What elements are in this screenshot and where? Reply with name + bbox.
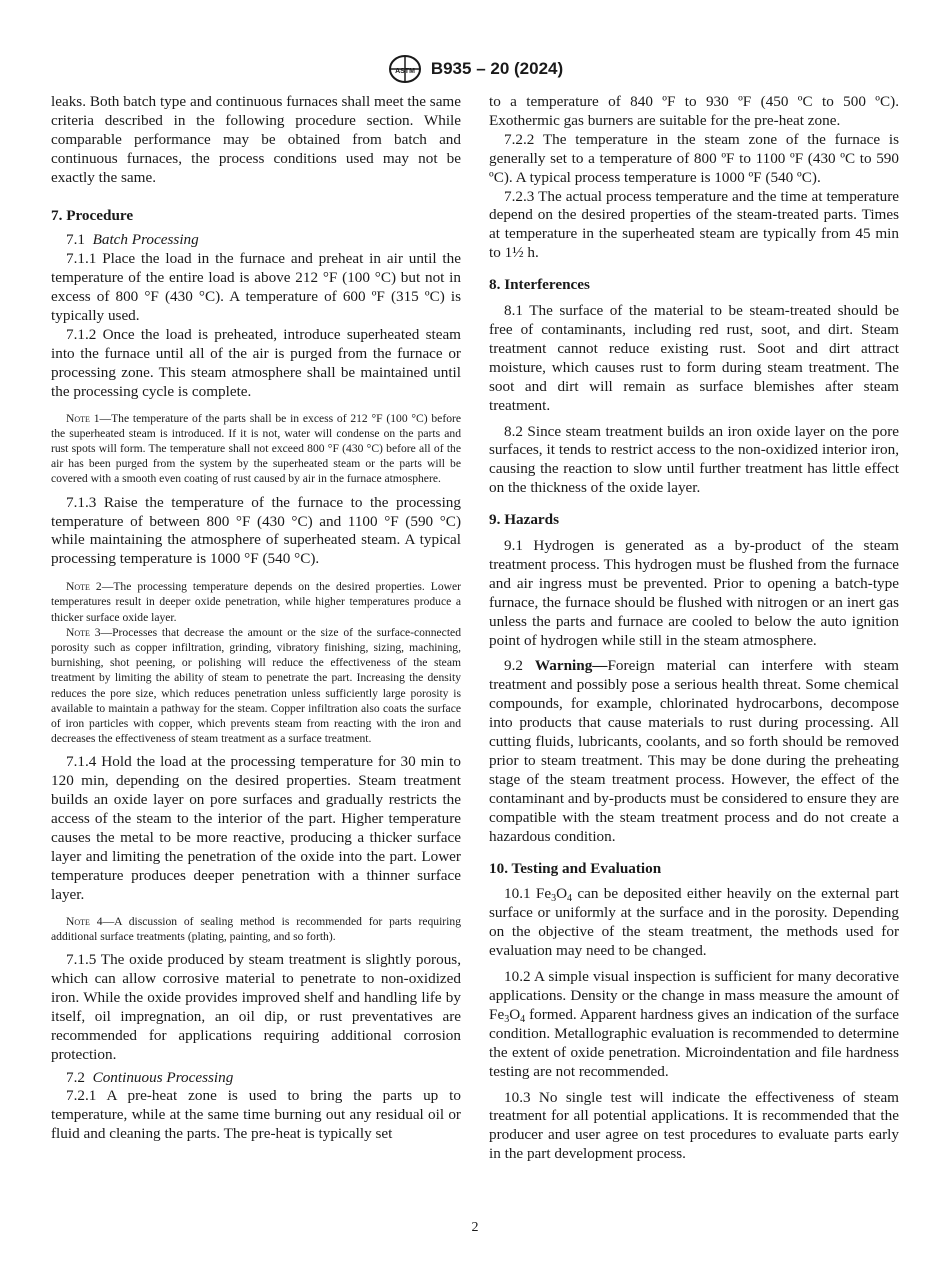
subsection-7-1: 7.1 Batch Processing xyxy=(66,231,199,249)
left-column xyxy=(51,93,461,1144)
section-heading-interferences: 8. Interferences xyxy=(489,276,590,294)
paragraph-9-2: 9.2 Warning—Foreign material can interfere with steam treatment and possibly pose a serious health threat. Some chemical compounds, for example, chlorinated hydrocarbons, decompose into products that cause materials to rust during processing. All cutting fluids, lubricants, coolants, and so forth should be removed prior to steam treatment. This may be done during the preheating stage of the steam treatment process. However, the effect of the contaminant and by-products must be considered to ensure they are compatible with the steam treatment process and do not create a hazardous condition. xyxy=(489,657,899,845)
page-number: 2 xyxy=(471,1220,479,1235)
paragraph-9-1: 9.1 Hydrogen is generated as a by-product of the steam treatment process. This hydrogen must be flushed from the furnace and air ingress must be prevented. Prior to opening a batch-type furnace, the furnace should be flushed with nitrogen or an inert gas unless the parts and furnace are cooled to below the auto ignition point of hydrogen while still in the steam atmosphere. xyxy=(489,537,899,649)
note-4: Note 4—A discussion of sealing method is recommended for parts requiring additional surface treatments (plating, painting, and so forth). xyxy=(51,914,461,943)
subsection-7-2: 7.2 Continuous Processing xyxy=(66,1068,234,1086)
paragraph-leaks: leaks. Both batch type and continuous furnaces shall meet the same criteria described in the following procedure section. While comparable performance may be obtained from batch and continuous furnaces, the process conditions used may not be exactly the same. xyxy=(51,93,461,186)
paragraph-7-1-5: 7.1.5 The oxide produced by steam treatment is slightly porous, which can allow corrosive material to penetrate to non-oxidized iron. While the oxide provides improved shelf and handling life by itself, oil impregnation, an oil dip, or rust preventatives are recommended for applications requiring additional corrosion protection. xyxy=(51,951,461,1063)
paragraph-8-2: 8.2 Since steam treatment builds an iron oxide layer on the pore surfaces, it tends to restrict access to the non-oxidized interior iron, causing the reaction to slow until further treatment has little effect on the thickness of the oxide layer. xyxy=(489,422,899,497)
paragraph-7-1-2: 7.1.2 Once the load is preheated, introduce superheated steam into the furnace until all of the air is purged from the furnace or processing zone. This steam atmosphere shall be maintained until the processing cycle is complete. xyxy=(51,325,461,400)
right-column xyxy=(489,93,899,1164)
paragraph-7-2-1-continued: to a temperature of 840 ºF to 930 ºF (450 ºC to 500 ºC). Exothermic gas burners are suitable for the pre-heat zone. xyxy=(489,93,899,129)
paragraph-10-1: 10.1 $Fe_3O_4$ can be deposited either heavily on the external part surface or uniformly at the surface and in the porosity. Depending on the objective of the steam treatment, the methods used for evaluation may need to be changed. xyxy=(489,885,899,960)
paragraph-7-2-1: 7.2.1 A pre-heat zone is used to bring the parts up to temperature, while at the same time burning out any residual oil or fluid and cleaning the parts. The pre-heat is typically set xyxy=(51,1087,461,1143)
paragraph-8-1: 8.1 The surface of the material to be steam-treated should be free of contaminants, including red rust, soot, and dirt. Steam treatment cannot reduce existing rust. Soot and dirt attract moisture, which causes rust to form during steam treatment. The soot and dirt will remain as surface blemishes after steam treatment. xyxy=(489,302,899,414)
note-3: Note 3—Processes that decrease the amount or the size of the surface-connected porosity such as copper infiltration, grinding, vibratory finishing, sizing, machining, burnishing, shot peening, or polishing will reduce the effectiveness of the steam treatment by limiting the ability of steam to penetrate the part. Increasing the density reduces the pore size, which reduces penetration unless sufficiently large porosity is available to maintain a pathway for the steam. Copper infiltration also coats the surface of iron particles with copper, which prevents steam from reacting with the iron and decreases the effectiveness of steam treatment as a surface treatment. xyxy=(51,625,461,746)
paragraph-10-3: 10.3 No single test will indicate the effectiveness of steam treatment for all potential applications. It is recommended that the producer and user agree on test procedures to evaluate parts early in the part development process. xyxy=(489,1088,899,1163)
note-1: Note 1—The temperature of the parts shall be in excess of 212 °F (100 °C) before the superheated steam is introduced. If it is not, water will condense on the parts and rust spots will form. The temperature shall not exceed 800 °F (430 °C) before all of the air has been purged from the system by the superheated steam or the parts will be covered with a smooth even coating of rust caused by air in the furnace atmosphere. xyxy=(51,411,461,486)
paragraph-7-2-3: 7.2.3 The actual process temperature and the time at temperature depend on the desired properties of the steam-treated parts. Times at temperature in the superheated steam are typically from 45 min to 1½ h. xyxy=(489,187,899,262)
paragraph-7-2-2: 7.2.2 The temperature in the steam zone of the furnace is generally set to a temperature of 800 ºF to 1100 ºF (430 ºC to 590 ºC). A typical process temperature is 1000 ºF (540 ºC). xyxy=(489,130,899,186)
section-heading-hazards: 9. Hazards xyxy=(489,511,560,529)
paragraph-7-1-4: 7.1.4 Hold the load at the processing temperature for 30 min to 120 min, depending on the desired properties. Steam treatment builds an oxide layer on pore surfaces and gradually restricts the access of the steam to the interior of the part. Higher temperature causes the metal to be more reactive, producing a thicker surface layer and limiting the penetration of the oxide into the part. Lower temperature produces deeper penetration with a thinner surface layer. xyxy=(51,753,461,903)
logo-text: ASTM xyxy=(394,68,415,75)
document-designation: B935 – 20 (2024) xyxy=(430,59,564,78)
astm-logo-icon xyxy=(387,54,423,84)
page-header xyxy=(0,54,950,84)
section-heading-procedure: 7. Procedure xyxy=(51,206,134,224)
paragraph-7-1-3: 7.1.3 Raise the temperature of the furnace to the processing temperature of between 800 °F (430 °C) and 1100 °F (590 °C) while maintaining the atmosphere of superheated steam. A typical processing temperature is 1000 °F (540 °C). xyxy=(51,493,461,568)
paragraph-7-1-1: 7.1.1 Place the load in the furnace and preheat in air until the temperature of the entire load is above 212 °F (100 °C) but not in excess of 800 °F (430 °C). A temperature of 600 ºF (315 ºC) is typically used. xyxy=(51,250,461,325)
section-heading-testing: 10. Testing and Evaluation xyxy=(489,859,662,877)
paragraph-10-2: 10.2 A simple visual inspection is sufficient for many decorative applications. Density or the change in mass measure the amount of $Fe_3O_4$ formed. Apparent hardness gives an indication of the surface condition. Metallographic evaluation is recommended to determine the extent of oxide penetration. Microindentation and file hardness testing are not recommended. xyxy=(489,968,899,1080)
note-2: Note 2—The processing temperature depends on the desired properties. Lower temperatures result in deeper oxide penetration, while higher temperatures produce a thicker surface oxide layer. xyxy=(51,580,461,624)
